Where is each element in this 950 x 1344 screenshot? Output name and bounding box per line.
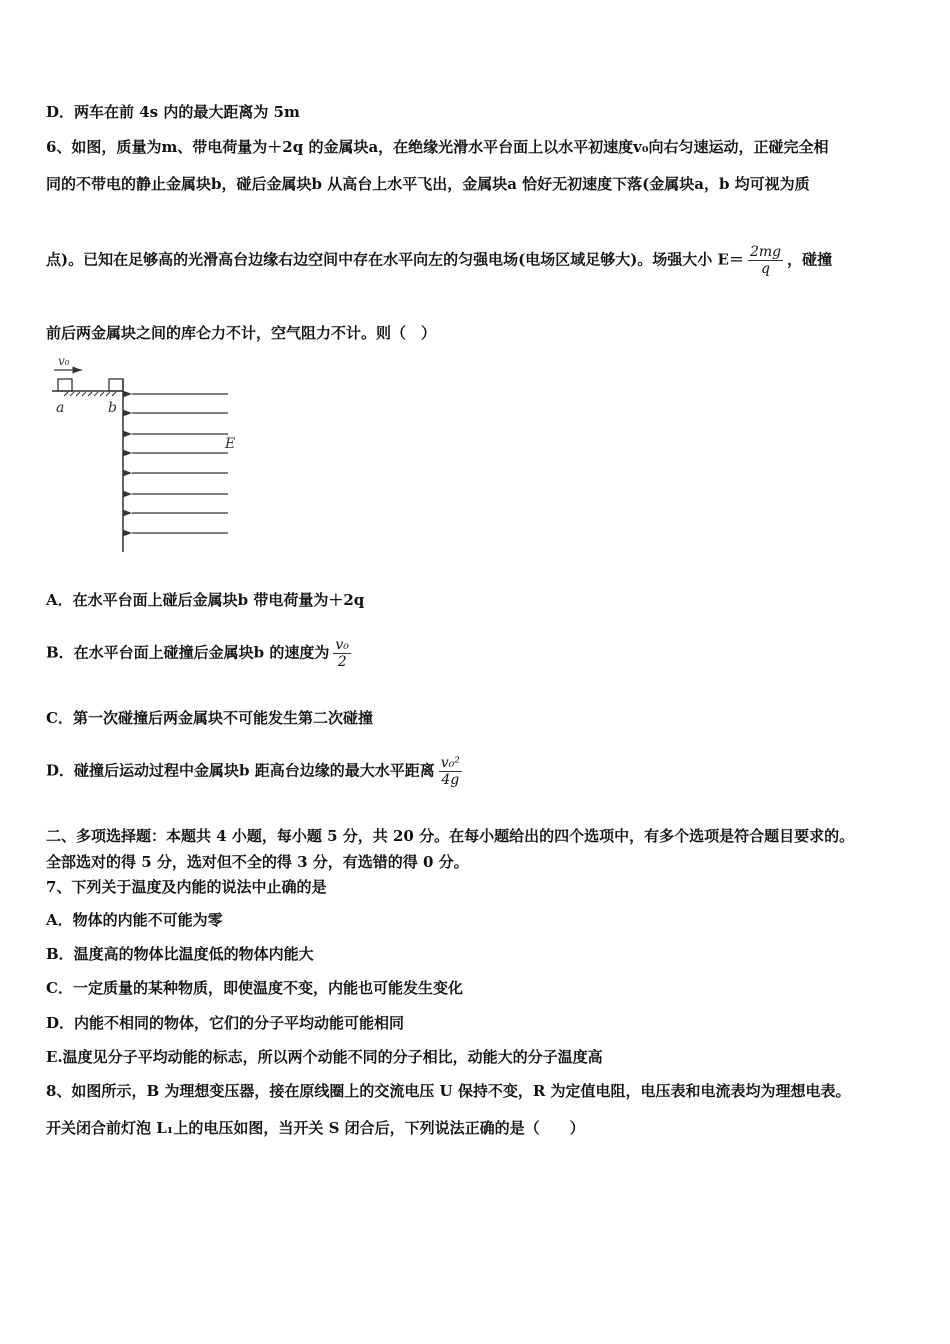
section2-intro-line1: 二、多项选择题：本题共 4 小题，每小题 5 分，共 20 分。在每小题给出的四个选项中，有多个选项是符合题目要求的。 — [46, 827, 855, 845]
field-fraction — [748, 244, 783, 277]
option-b-denominator: 2 — [337, 654, 347, 670]
q5-option-d: D．两车在前 4s 内的最大距离为 5m — [46, 103, 300, 121]
q8-stem-line2: 开关闭合前灯泡 L₁上的电压如图，当开关 S 闭合后，下列说法正确的是（ ） — [46, 1119, 585, 1137]
q7-option-c: C．一定质量的某种物质，即使温度不变，内能也可能发生变化 — [46, 979, 463, 997]
option-d-denominator: 4g — [441, 772, 460, 788]
section2-intro-line2: 全部选对的得 5 分，选对但不全的得 3 分，有选错的得 0 分。 — [46, 853, 469, 871]
option-d-numerator: v₀² — [440, 755, 460, 771]
q6-option-b — [46, 637, 355, 670]
q7-option-a: A．物体的内能不可能为零 — [46, 911, 223, 929]
q7-option-d: D．内能不相同的物体，它们的分子平均动能可能相同 — [46, 1014, 405, 1032]
q6-line3-pre: 点)。已知在足够高的光滑高台边缘右边空间中存在水平向左的匀强电场(电场区域足够大)。场强大小 E＝ — [46, 250, 744, 269]
field-denominator: q — [761, 261, 771, 277]
q6-option-c: C．第一次碰撞后两金属块不可能发生第二次碰撞 — [46, 709, 373, 727]
q6-stem-line2: 同的不带电的静止金属块b，碰后金属块b 从高台上水平飞出，金属块a 恰好无初速度下落(金属块a，b 均可视为质 — [46, 175, 810, 193]
fig-label-a: a — [56, 400, 65, 416]
option-d-fraction — [439, 755, 462, 788]
q8-stem-line1: 8、如图所示，B 为理想变压器，接在原线圈上的交流电压 U 保持不变，R 为定值电阻，电压表和电流表均为理想电表。 — [46, 1082, 851, 1100]
fig-label-b: b — [108, 400, 117, 416]
q7-option-b: B．温度高的物体比温度低的物体内能大 — [46, 945, 314, 963]
q6-option-d-text: D．碰撞后运动过程中金属块b 距高台边缘的最大水平距离 — [46, 761, 435, 780]
q6-option-a: A．在水平台面上碰后金属块b 带电荷量为＋2q — [46, 591, 365, 609]
field-numerator: 2mg — [749, 244, 782, 260]
q6-line3-post: ，碰撞 — [787, 250, 833, 269]
fig-label-v0: v₀ — [58, 354, 70, 368]
q6-option-b-text: B．在水平台面上碰撞后金属块b 的速度为 — [46, 643, 330, 662]
option-b-numerator: v₀ — [335, 637, 349, 653]
q7-option-e: E.温度见分子平均动能的标志，所以两个动能不同的分子相比，动能大的分子温度高 — [46, 1048, 603, 1066]
fig-label-e: E — [225, 436, 236, 452]
option-b-fraction — [333, 637, 351, 670]
q6-option-d — [46, 755, 466, 788]
q6-figure — [46, 350, 246, 560]
q6-stem-line4: 前后两金属块之间的库仑力不计，空气阻力不计。则（ ） — [46, 324, 437, 342]
q7-stem: 7、下列关于温度及内能的说法中止确的是 — [46, 878, 327, 896]
q6-stem-line3 — [46, 244, 832, 277]
q6-stem-line1: 6、如图，质量为m、带电荷量为＋2q 的金属块a，在绝缘光滑水平台面上以水平初速度v₀向右匀速运动，正碰完全相 — [46, 138, 829, 156]
